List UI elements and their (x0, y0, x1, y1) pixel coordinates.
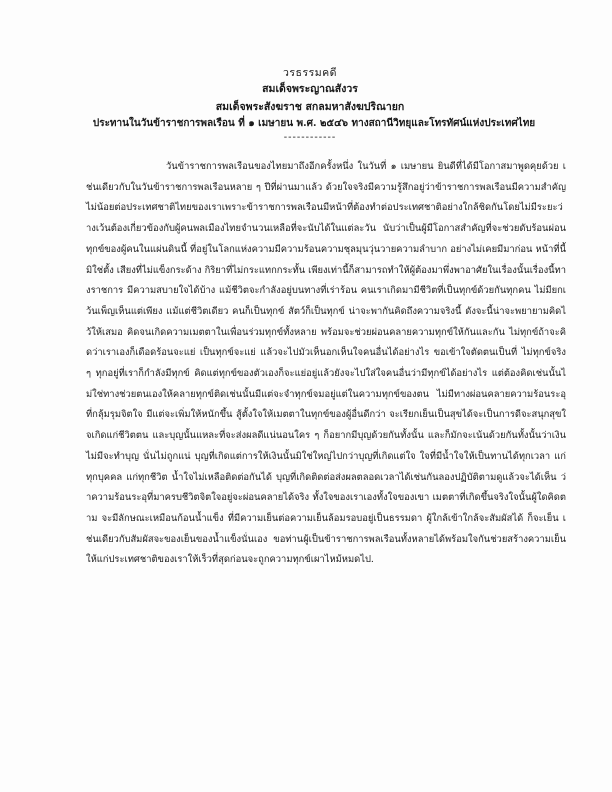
body-paragraph: วันข้าราชการพลเรือนของไทยมาถึงอีกครั้งหนึ่ง ในวันที่ ๑ เมษายน ยินดีที่ได้มีโอกาสมาพูดคุยด้วย เช่นเดียวกับในวันข้าราชการพลเรือนหลาย ๆ ปีที่ผ่านมาแล้ว ด้วยใจจริงมีความรู้สึกอยู่ว่าข้าราชการพลเรือนมีความสำคัญไม่น้อยต่อประเทศชาติไทยของเราเพราะข้าราชการพลเรือนมีหน้าที่ต้องทำต่อประเทศชาติอย่างใกล้ชิดกันโดยไม่มีระยะว่างเว้นต้องเกี่ยวข้องกับผู้คนพลเมืองไทยจำนวนเหลือที่จะนับได้ในแต่ละวัน นับว่าเป็นผู้มีโอกาสสำคัญที่จะช่วยดับร้อนผ่อนทุกข์ของผู้คนในแผ่นดินนี้ ที่อยู่ในโลกแห่งความมีความร้อนความชุลมุนวุ่นวายความลำบาก อย่างไม่เคยมีมาก่อน หน้าที่นี้มิใช่ตั้ง เสียงที่ไม่แข็งกระด้าง กิริยาที่ไม่กระแทกกระทั้น เพียงเท่านี้ก็สามารถทำให้ผู้ต้องมาพึ่งพาอาศัยในเรื่องนั้นเรื่องนี้ทางราชการ มีความสบายใจได้บ้าง แม้ชีวิตจะกำลังอยู่บนทางที่เร่าร้อน คนเราเกิดมามีชีวิตที่เป็นทุกข์ด้วยกันทุกคน ไม่มียกเว้นเพ็ญเห็นแต่เพียง แม้แต่ชีวิตเดียว คนก็เป็นทุกข์ สัตว์ก็เป็นทุกข์ น่าจะพากันคิดถึงความจริงนี้ ดังจะนี้น่าจะพยายามคิดไว้ให้เสมอ คิดจนเกิดความเมตตาในเพื่อนร่วมทุกข์ทั้งหลาย พร้อมจะช่วยผ่อนคลายความทุกข์ให้กันและกัน ไม่ทุกข์ถ้าจะคิดว่าเราเองก็เดือดร้อนจะแย่ เป็นทุกข์จะแย่ แล้วจะไปมัวเห็นอกเห็นใจคนอื่นได้อย่างไร ขอเข้าใจตัดตนเป็นที่ ไม่ทุกข์จริง ๆ ทุกอยู่ที่เราก็กำลังมีทุกข์ คิดแต่ทุกข์ของตัวเองก็จะแย่อยู่แล้วยังจะไปใส่ใจคนอื่นว่ามีทุกข์ได้อย่างไร แต่ต้องคิดเช่นนั้นไม่ใช่ทางช่วยตนเองให้คลายทุกข์ติดเช่นนั้นมีแต่จะจำทุกข์จมอยู่แต่ในความทุกข์ของตน ไม่มีทางผ่อนคลายความร้อนระอุที่กลุ้มรุมจิตใจ มีแต่จะเพิ่มให้หนักขึ้น สู้ตั้งใจให้เมตตาในทุกข์ของผู้อื่นดีกว่า จะเรียกเย็นเป็นสุขได้จะเป็นการดีจะสนุกสุขใจเกิดแก่ชีวิตตน และบุญนั้นแหละที่จะส่งผลดีแน่นอนใคร ๆ ก็อยากมีบุญด้วยกันทั้งนั้น และก็มักจะเน้นด้วยกันทั้งนั้นว่าเงินไม่มีจะทำบุญ นั่นไม่ถูกแน่ บุญที่เกิดแต่การให้เงินนั้นมิใช่ใหญ่ไปกว่าบุญที่เกิดแต่ใจ ใจที่มีน้ำใจให้เป็นทานได้ทุกเวลา แก่ทุกบุคคล แก่ทุกชีวิต น้ำใจไม่เหลือติดต่อกันได้ บุญที่เกิดติดต่อส่งผลตลอดเวลาได้เช่นกันลองปฏิบัติตามดูแล้วจะได้เห็น ว่าความร้อนระอุที่มาครบชีวิตจิตใจอยู่จะผ่อนคลายได้จริง ทั้งใจของเราเองทั้งใจของเขา เมตตาที่เกิดขึ้นจริงใจนั้นผู้ใดคิดตาม จะมีลักษณะเหมือนก้อนน้ำแข็ง ที่มีความเย็นต่อความเย็นล้อมรอบอยู่เป็นธรรมดา ผู้ใกล้เข้าใกล้จะสัมผัสได้ ก็จะเย็น เช่นเดียวกับสัมผัสจะของเย็นของน้ำแข็งนั่นเอง ขอท่านผู้เป็นข้าราชการพลเรือนทั้งหลายได้พร้อมใจกันช่วยสร้างความเย็นให้แก่ประเทศชาติของเราให้เร็วที่สุดก่อนจะถูกความทุกข์เผาไหม้หมดไป. (86, 161, 566, 566)
author-title-line: สมเด็จพระญาณสังวร (262, 83, 358, 95)
occasion-line: ประทานในวันข้าราชการพลเรือน ที่ ๑ เมษายน พ.ศ. ๒๕๔๖ ทางสถานีวิทยุและโทรทัศน์แห่งประเทศไทย (92, 118, 536, 129)
author-name-line: สมเด็จพระสังฆราช สกลมหาสังฆปริณายก (215, 101, 405, 113)
separator-rule: ------------ (283, 132, 337, 143)
document-title: วรธรรมคดี (283, 67, 337, 79)
